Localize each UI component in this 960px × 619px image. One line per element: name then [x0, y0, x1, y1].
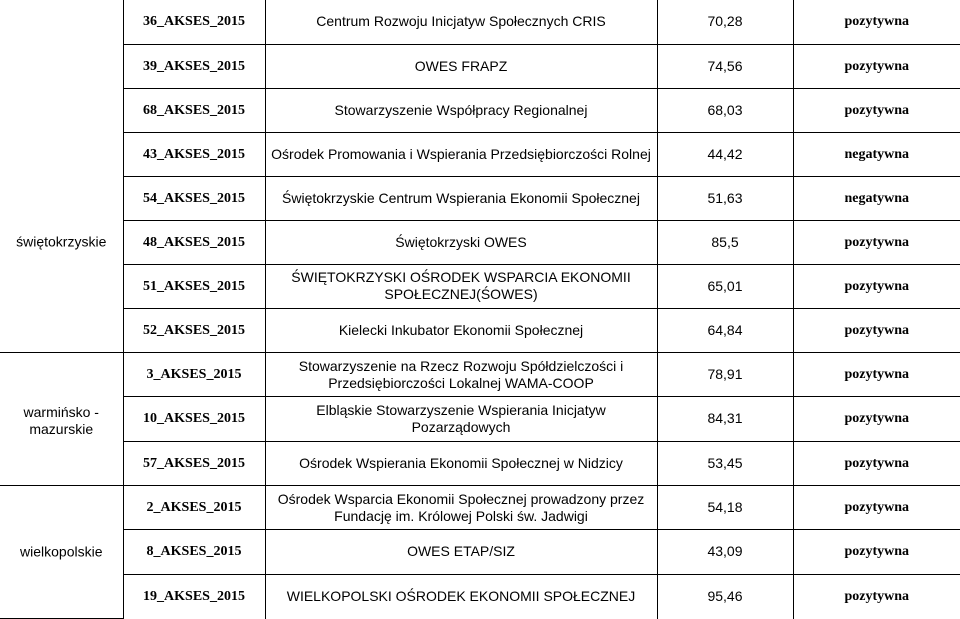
project-code: 19_AKSES_2015: [123, 574, 265, 618]
result-value: pozytywna: [793, 264, 960, 308]
project-code: 39_AKSES_2015: [123, 44, 265, 88]
project-code: 51_AKSES_2015: [123, 264, 265, 308]
score-value: 85,5: [657, 220, 793, 264]
table-row: [0, 220, 960, 264]
applicant-name: Świętokrzyski OWES: [265, 220, 657, 264]
project-code: 3_AKSES_2015: [123, 353, 265, 397]
result-value: pozytywna: [793, 308, 960, 352]
project-code: 52_AKSES_2015: [123, 308, 265, 352]
result-value: pozytywna: [793, 220, 960, 264]
result-value: pozytywna: [793, 0, 960, 44]
region-cell: [0, 486, 123, 619]
score-value: 70,28: [657, 0, 793, 44]
project-code: 43_AKSES_2015: [123, 132, 265, 176]
region-label: świętokrzyskie: [16, 233, 107, 250]
result-value: pozytywna: [793, 353, 960, 397]
result-value: pozytywna: [793, 574, 960, 618]
table-row: [0, 441, 960, 485]
region-cell: [0, 353, 123, 486]
region-label: warmińsko - mazurskie: [23, 404, 99, 437]
result-value: pozytywna: [793, 88, 960, 132]
applicant-name: OWES FRAPZ: [265, 44, 657, 88]
score-value: 84,31: [657, 397, 793, 441]
project-code: 54_AKSES_2015: [123, 176, 265, 220]
applicant-name: ŚWIĘTOKRZYSKI OŚRODEK WSPARCIA EKONOMII SPOŁECZNEJ(ŚOWES): [265, 264, 657, 308]
table-row: [0, 0, 960, 44]
project-code: 68_AKSES_2015: [123, 88, 265, 132]
score-value: 43,09: [657, 530, 793, 574]
result-value: pozytywna: [793, 486, 960, 530]
applicant-name: Świętokrzyskie Centrum Wspierania Ekonomii Społecznej: [265, 176, 657, 220]
table-row: [0, 176, 960, 220]
applicant-name: Kielecki Inkubator Ekonomii Społecznej: [265, 308, 657, 352]
applicant-name: Centrum Rozwoju Inicjatyw Społecznych CRIS: [265, 0, 657, 44]
project-code: 48_AKSES_2015: [123, 220, 265, 264]
score-value: 54,18: [657, 486, 793, 530]
region-label: wielkopolskie: [20, 543, 103, 560]
table-row: [0, 44, 960, 88]
score-value: 51,63: [657, 176, 793, 220]
score-value: 95,46: [657, 574, 793, 618]
applicant-name: Elbląskie Stowarzyszenie Wspierania Inicjatyw Pozarządowych: [265, 397, 657, 441]
table-row: [0, 486, 960, 530]
project-code: 57_AKSES_2015: [123, 441, 265, 485]
applicant-name: Stowarzyszenie Współpracy Regionalnej: [265, 88, 657, 132]
result-value: pozytywna: [793, 441, 960, 485]
project-code: 8_AKSES_2015: [123, 530, 265, 574]
score-value: 74,56: [657, 44, 793, 88]
region-cell: [0, 0, 123, 353]
score-value: 64,84: [657, 308, 793, 352]
applicant-name: Stowarzyszenie na Rzecz Rozwoju Spółdzielczości i Przedsiębiorczości Lokalnej WAMA-COOP: [265, 353, 657, 397]
table-row: [0, 397, 960, 441]
score-value: 53,45: [657, 441, 793, 485]
table-row: [0, 308, 960, 352]
result-value: pozytywna: [793, 397, 960, 441]
applicant-name: OWES ETAP/SIZ: [265, 530, 657, 574]
applicant-name: Ośrodek Promowania i Wspierania Przedsiębiorczości Rolnej: [265, 132, 657, 176]
table-row: [0, 530, 960, 574]
applicant-name: Ośrodek Wsparcia Ekonomii Społecznej prowadzony przez Fundację im. Królowej Polski św. Jadwigi: [265, 486, 657, 530]
table-row: [0, 132, 960, 176]
result-value: pozytywna: [793, 44, 960, 88]
score-value: 65,01: [657, 264, 793, 308]
result-value: negatywna: [793, 176, 960, 220]
score-value: 44,42: [657, 132, 793, 176]
project-code: 36_AKSES_2015: [123, 0, 265, 44]
project-code: 10_AKSES_2015: [123, 397, 265, 441]
applicant-name: WIELKOPOLSKI OŚRODEK EKONOMII SPOŁECZNEJ: [265, 574, 657, 618]
score-value: 68,03: [657, 88, 793, 132]
table-row: [0, 353, 960, 397]
table-row: [0, 88, 960, 132]
table-row: [0, 574, 960, 618]
project-code: 2_AKSES_2015: [123, 486, 265, 530]
score-value: 78,91: [657, 353, 793, 397]
result-value: pozytywna: [793, 530, 960, 574]
table-row: [0, 264, 960, 308]
result-value: negatywna: [793, 132, 960, 176]
applicant-name: Ośrodek Wspierania Ekonomii Społecznej w Nidzicy: [265, 441, 657, 485]
